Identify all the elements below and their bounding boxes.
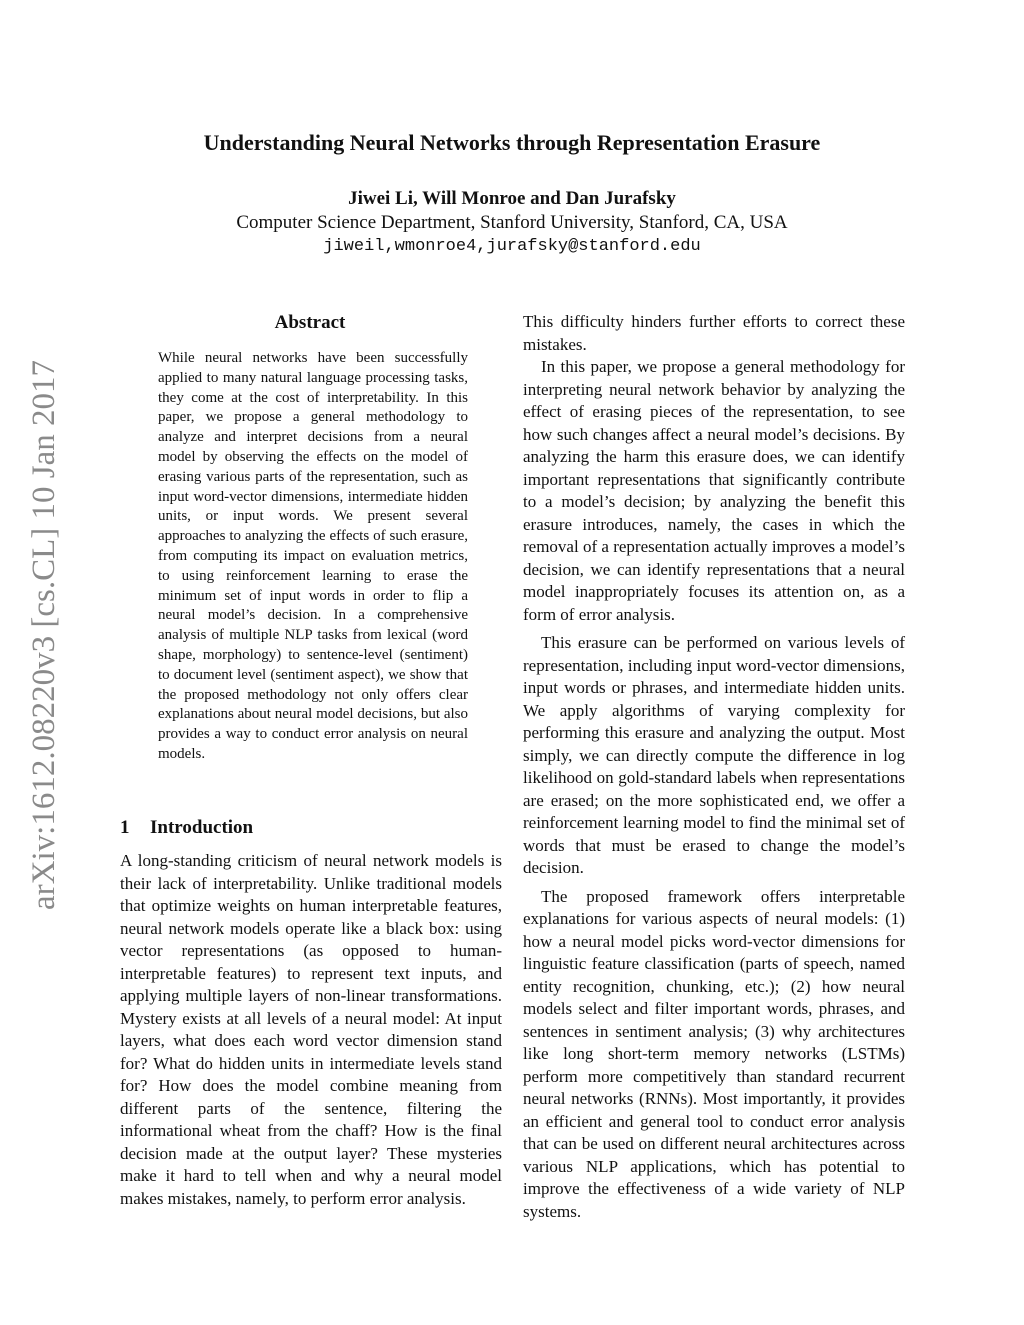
paper-title: Understanding Neural Networks through Representation Erasure [203,130,821,155]
section-title: Introduction [150,817,254,838]
intro-right-column [523,311,905,1223]
arxiv-identifier-stamp: arXiv:1612.08220v3 [cs.CL] 10 Jan 2017 [26,360,62,910]
intro-paragraph-2: In this paper, we propose a general methodology for interpreting neural network behavior by analyzing the effect of erasing pieces of the representation, to see how such changes affect a neural model’s decisions. By analyzing the harm this erasure does, we can identify important representations that significantly contribute to a model’s decision; by analyzing the benefit this erasure introduces, namely, the cases in which the removal of a representation actually improves a model’s decision, we can identify representations that a neural model inappropriately focuses its attention on, as a form of error analysis. [523,357,905,624]
author-emails: jiweil,wmonroe4,jurafsky@stanford.edu [323,237,701,256]
intro-left-column [120,850,502,1210]
intro-paragraph-3: This erasure can be performed on various levels of representation, including input word-vector dimensions, input words or phrases, and intermediate hidden units. We apply algorithms of varying complexity for performing this erasure and analyzing the output. Most simply, we can directly compute the difference in log likelihood on gold-standard labels when representations are erased; on the more sophisticated end, we offer a reinforcement learning model to find the minimal set of words that must be erased to change the model’s decision. [523,633,905,877]
abstract-text: While neural networks have been successfully applied to many natural language processing tasks, they come at the cost of interpretability. In this paper, we propose a general methodology to analyze and interpret decisions from a neural model by observing the effects on the model of erasing various parts of the representation, such as input word-vector dimensions, intermediate hidden units, or input words. We present several approaches to analyzing the effects of such erasure, from computing its impact on evaluation metrics, to using reinforcement learning to erase the minimum set of input words in order to flip a neural model’s decision. In a comprehensive analysis of multiple NLP tasks from lexical (word shape, morphology) to sentence-level (sentiment) to document level (sentiment aspect), we show that the proposed methodology not only offers clear explanations about neural model decisions, but also provides a way to conduct error analysis on neural models. [158,350,468,762]
author-list: Jiwei Li, Will Monroe and Dan Jurafsky [348,188,676,209]
section-number: 1 [120,817,130,838]
affiliation: Computer Science Department, Stanford University, Stanford, CA, USA [236,212,788,233]
abstract-heading: Abstract [274,312,346,333]
intro-paragraph-4: The proposed framework offers interpretable explanations for various aspects of neural models: (1) how a neural model picks word-vector dimensions for linguistic feature classification (parts of speech, named entity recognition, chunking, etc.); (2) how neural models select and filter important words, phrases, and sentences in sentiment analysis; (3) why architectures like long short-term memory networks (LSTMs) perform more competitively than standard recurrent neural networks (RNNs). Most importantly, it provides an efficient and general tool to conduct error analysis that can be used on different neural architectures across various NLP applications, which has potential to improve the effectiveness of a wide variety of NLP systems. [523,886,905,1221]
intro-paragraph-continued: This difficulty hinders further efforts to correct these mistakes. [523,312,905,354]
intro-paragraph-1: A long-standing criticism of neural network models is their lack of interpretability. Unlike traditional models that optimize weights on human interpretable features, neural network models operate like a black box: using vector representations (as opposed to human-interpretable features) to represent text inputs, and applying multiple layers of non-linear transformations. Mystery exists at all levels of a neural model: At input layers, what does each word vector dimension stand for? What do hidden units in intermediate levels stand for? How does the model combine meaning from different parts of the sentence, filtering the informational wheat from the chaff? How is the final decision made at the output layer? These mysteries make it hard to tell when and why a neural model makes mistakes, namely, to perform error analysis. [120,851,502,1208]
section-heading-introduction [120,815,500,841]
abstract-body [158,349,468,765]
